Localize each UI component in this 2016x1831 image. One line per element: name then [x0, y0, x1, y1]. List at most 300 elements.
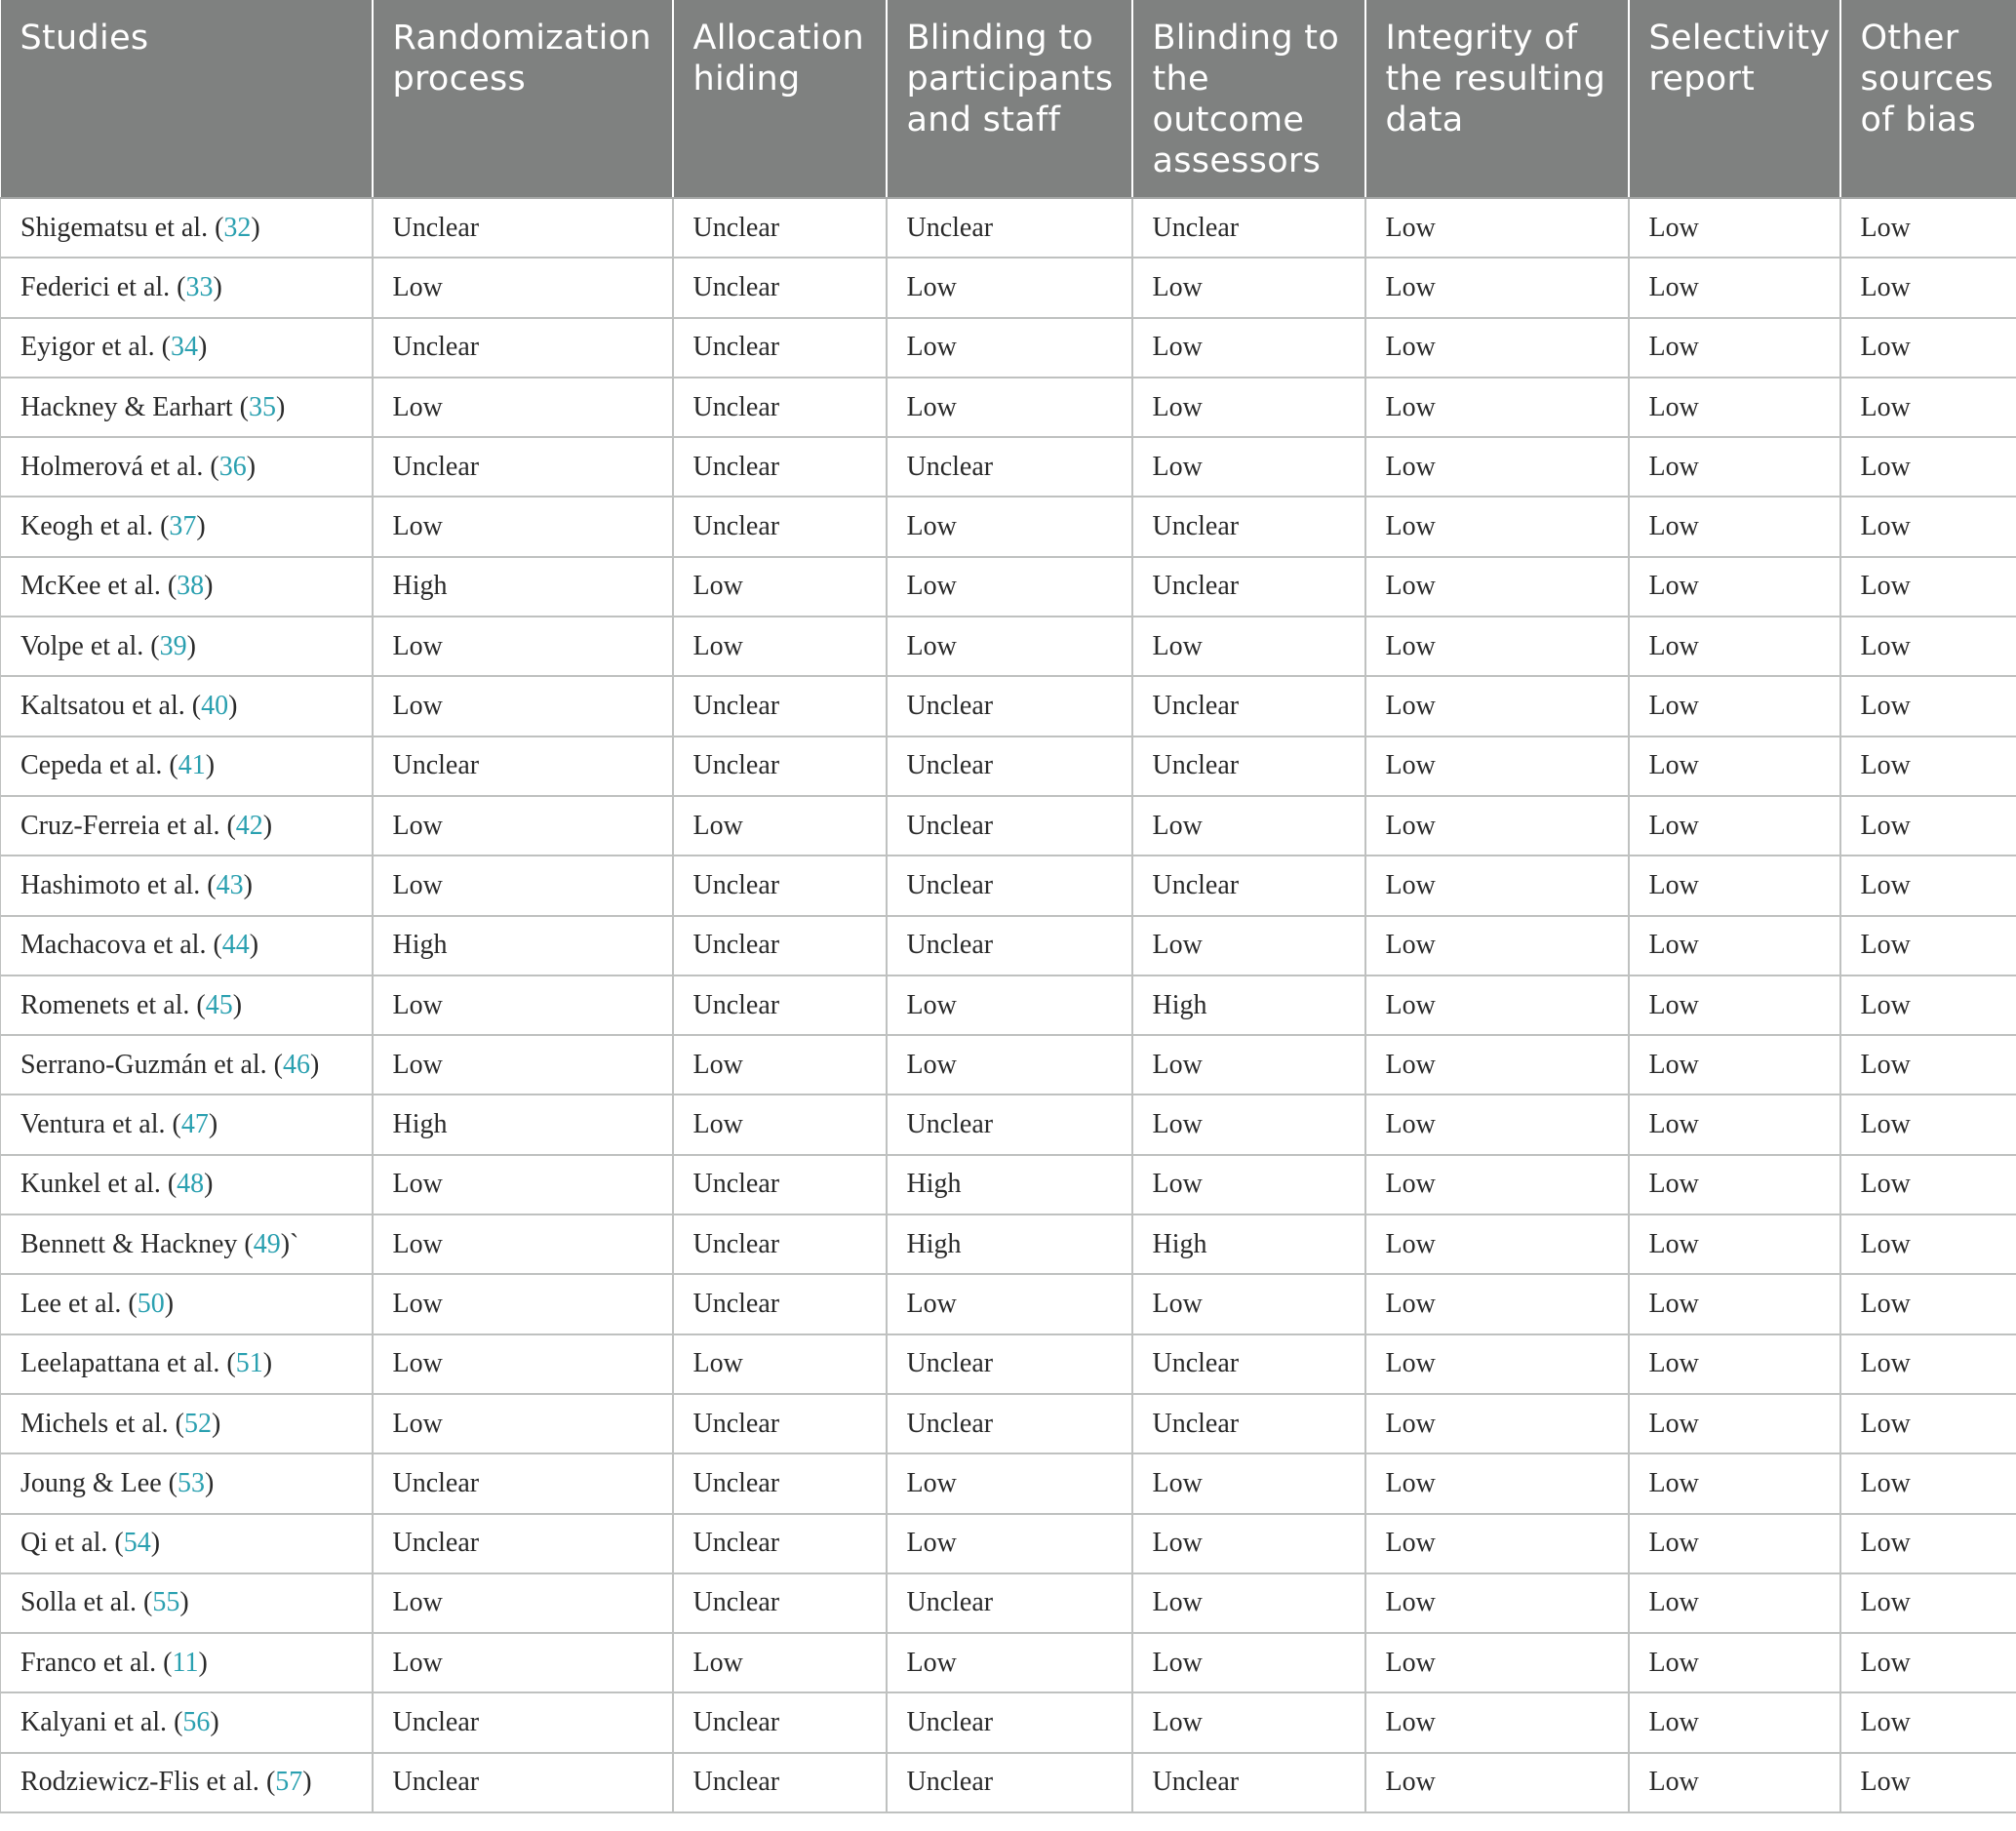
rating-cell: Low	[1840, 1633, 2016, 1692]
rating-cell: Low	[1629, 1514, 1840, 1573]
rating-cell: Low	[1132, 916, 1365, 975]
rating-cell: Low	[1365, 557, 1629, 617]
rating-cell: Low	[1132, 1573, 1365, 1633]
rating-cell: Low	[1365, 916, 1629, 975]
rating-cell: Unclear	[373, 437, 673, 497]
rating-cell: High	[1132, 975, 1365, 1035]
rating-cell: Unclear	[373, 736, 673, 796]
rating-cell: Low	[1365, 975, 1629, 1035]
table-row	[1, 1334, 2016, 1394]
rating-cell: Low	[1840, 1514, 2016, 1573]
rating-cell: Low	[373, 1214, 673, 1274]
rating-cell: Low	[373, 497, 673, 556]
reference-link[interactable]: 42	[235, 810, 263, 841]
rating-cell: Unclear	[887, 1394, 1132, 1453]
table-row	[1, 1214, 2016, 1274]
study-cell: Michels et al. (52)	[1, 1394, 373, 1453]
study-cell: Shigematsu et al. (32)	[1, 198, 373, 258]
rating-cell: Low	[1840, 1035, 2016, 1095]
rating-cell: High	[373, 1095, 673, 1154]
reference-link[interactable]: 37	[169, 511, 197, 542]
rating-cell: Unclear	[673, 198, 887, 258]
rating-cell: Low	[373, 617, 673, 676]
rating-cell: Low	[1840, 1573, 2016, 1633]
rating-cell: Low	[887, 378, 1132, 437]
reference-link[interactable]: 57	[275, 1767, 303, 1798]
header-row	[1, 0, 2016, 198]
study-name: Volpe et al.	[20, 630, 144, 661]
study-cell: Kalyani et al. (56)	[1, 1692, 373, 1752]
study-cell: Bennett & Hackney (49)`	[1, 1214, 373, 1274]
rating-cell: Low	[1629, 676, 1840, 736]
rating-cell: Unclear	[673, 1155, 887, 1214]
rating-cell: Low	[373, 975, 673, 1035]
reference-link[interactable]: 39	[159, 630, 187, 661]
rating-cell: Low	[1840, 975, 2016, 1035]
rating-cell: Unclear	[1132, 736, 1365, 796]
rating-cell: Unclear	[373, 318, 673, 378]
study-name: Cepeda et al.	[20, 750, 163, 781]
rating-cell: Low	[673, 617, 887, 676]
rating-cell: Low	[1840, 1334, 2016, 1394]
rating-cell: Low	[373, 676, 673, 736]
rating-cell: Low	[1629, 1095, 1840, 1154]
table-row	[1, 1394, 2016, 1453]
rating-cell: Low	[1840, 378, 2016, 437]
rating-cell: Unclear	[673, 1692, 887, 1752]
reference-link[interactable]: 48	[177, 1169, 205, 1200]
header-other-sources-of-bias: Other sources of bias	[1840, 0, 2016, 198]
rating-cell: Unclear	[887, 1334, 1132, 1394]
rating-cell: Low	[1629, 1334, 1840, 1394]
header-allocation-hiding: Allocation hiding	[673, 0, 887, 198]
table-row	[1, 617, 2016, 676]
rating-cell: High	[887, 1214, 1132, 1274]
table-row	[1, 437, 2016, 497]
table-row	[1, 1633, 2016, 1692]
rating-cell: Unclear	[1132, 676, 1365, 736]
rating-cell: Low	[1629, 557, 1840, 617]
rating-cell: Low	[373, 1274, 673, 1333]
rating-cell: Low	[373, 1334, 673, 1394]
rating-cell: Low	[673, 1035, 887, 1095]
rating-cell: Low	[1840, 916, 2016, 975]
rating-cell: Low	[887, 975, 1132, 1035]
rating-cell: High	[373, 916, 673, 975]
rating-cell: Unclear	[373, 1514, 673, 1573]
rating-cell: Low	[1132, 1633, 1365, 1692]
rating-cell: Low	[1840, 1394, 2016, 1453]
rating-cell: Low	[1365, 258, 1629, 317]
rating-cell: Low	[1365, 497, 1629, 556]
rating-cell: Low	[1365, 1274, 1629, 1333]
rating-cell: Low	[1840, 557, 2016, 617]
rating-cell: Unclear	[1132, 198, 1365, 258]
rating-cell: Low	[673, 557, 887, 617]
header-studies: Studies	[1, 0, 373, 198]
study-name: Leelapattana et al.	[20, 1348, 220, 1379]
rating-cell: Low	[1132, 1155, 1365, 1214]
rating-cell: Low	[1629, 1394, 1840, 1453]
table-body	[1, 198, 2016, 1812]
table-row	[1, 916, 2016, 975]
rating-cell: Low	[1629, 497, 1840, 556]
reference-link[interactable]: 51	[235, 1348, 263, 1379]
rating-cell: Unclear	[673, 1453, 887, 1513]
study-cell: McKee et al. (38)	[1, 557, 373, 617]
study-name: Kaltsatou et al.	[20, 691, 185, 722]
rating-cell: Low	[1365, 1633, 1629, 1692]
rating-cell: Low	[1629, 1274, 1840, 1333]
rating-cell: Unclear	[1132, 1394, 1365, 1453]
rating-cell: Unclear	[887, 916, 1132, 975]
rating-cell: Unclear	[673, 378, 887, 437]
rating-cell: Unclear	[373, 1753, 673, 1812]
reference-link[interactable]: 32	[223, 212, 252, 243]
rating-cell: Unclear	[673, 497, 887, 556]
rating-cell: Low	[887, 1453, 1132, 1513]
study-name: Ventura et al.	[20, 1109, 166, 1140]
rating-cell: Low	[1365, 1095, 1629, 1154]
rating-cell: Low	[673, 1334, 887, 1394]
rating-cell: Unclear	[887, 856, 1132, 915]
rating-cell: Low	[1365, 1753, 1629, 1812]
study-name: Qi et al.	[20, 1528, 108, 1559]
rating-cell: Low	[887, 1633, 1132, 1692]
study-name: Kalyani et al.	[20, 1707, 168, 1738]
table-row	[1, 1692, 2016, 1752]
reference-link[interactable]: 45	[205, 989, 233, 1020]
rating-cell: Low	[1840, 1095, 2016, 1154]
rating-cell: Unclear	[673, 856, 887, 915]
reference-link[interactable]: 54	[123, 1528, 151, 1559]
rating-cell: Low	[1365, 617, 1629, 676]
rating-cell: Low	[1840, 198, 2016, 258]
rating-cell: Low	[1629, 1753, 1840, 1812]
rating-cell: Low	[373, 1573, 673, 1633]
rating-cell: Low	[1365, 1214, 1629, 1274]
rating-cell: Low	[1132, 1514, 1365, 1573]
study-cell: Franco et al. (11)	[1, 1633, 373, 1692]
rating-cell: Low	[1840, 856, 2016, 915]
reference-link[interactable]: 52	[183, 1408, 212, 1439]
table-row	[1, 378, 2016, 437]
study-name: Rodziewicz-Flis et al.	[20, 1767, 259, 1798]
rating-cell: Low	[1629, 1155, 1840, 1214]
reference-link[interactable]: 36	[218, 451, 247, 482]
rating-cell: Unclear	[673, 916, 887, 975]
rating-cell: Low	[1840, 1155, 2016, 1214]
rating-cell: Low	[1132, 437, 1365, 497]
reference-link[interactable]: 56	[182, 1707, 211, 1738]
rating-cell: Low	[1365, 1453, 1629, 1513]
reference-link[interactable]: 33	[185, 271, 214, 302]
table-row	[1, 736, 2016, 796]
table-row	[1, 676, 2016, 736]
rating-cell: Low	[1629, 437, 1840, 497]
rating-cell: Low	[673, 1095, 887, 1154]
rating-cell: Unclear	[1132, 1334, 1365, 1394]
study-cell: Keogh et al. (37)	[1, 497, 373, 556]
rating-cell: Unclear	[1132, 856, 1365, 915]
rating-cell: Low	[887, 1035, 1132, 1095]
rating-cell: Low	[887, 258, 1132, 317]
rating-cell: Unclear	[673, 736, 887, 796]
table-row	[1, 1514, 2016, 1573]
study-name: Machacova et al.	[20, 930, 207, 961]
rating-cell: Low	[1132, 796, 1365, 856]
rating-cell: Unclear	[373, 1453, 673, 1513]
rating-cell: Low	[373, 1633, 673, 1692]
rating-cell: Low	[1629, 318, 1840, 378]
rating-cell: Low	[1132, 1035, 1365, 1095]
rating-cell: Low	[1629, 736, 1840, 796]
rating-cell: Low	[1840, 1214, 2016, 1274]
table-row	[1, 198, 2016, 258]
reference-link[interactable]: 53	[177, 1467, 205, 1498]
study-cell: Eyigor et al. (34)	[1, 318, 373, 378]
study-name: Eyigor et al.	[20, 332, 155, 363]
rating-cell: Unclear	[887, 198, 1132, 258]
reference-link[interactable]: 44	[221, 930, 250, 961]
study-cell: Machacova et al. (44)	[1, 916, 373, 975]
header-randomization-process: Randomization process	[373, 0, 673, 198]
rating-cell: Low	[887, 497, 1132, 556]
reference-link[interactable]: 46	[283, 1049, 310, 1080]
table-row	[1, 1035, 2016, 1095]
rating-cell: Low	[1629, 975, 1840, 1035]
rating-cell: Unclear	[373, 198, 673, 258]
rating-cell: Low	[1132, 378, 1365, 437]
header-blinding-participants-staff: Blinding to participants and staff	[887, 0, 1132, 198]
rating-cell: Unclear	[887, 1573, 1132, 1633]
rating-cell: Unclear	[887, 1753, 1132, 1812]
study-name: Lee et al.	[20, 1288, 122, 1319]
reference-link[interactable]: 35	[249, 391, 276, 422]
rating-cell: Low	[1132, 1453, 1365, 1513]
study-name: Holmerová et al.	[20, 451, 204, 482]
rating-cell: Low	[1629, 916, 1840, 975]
study-cell: Qi et al. (54)	[1, 1514, 373, 1573]
table-row	[1, 796, 2016, 856]
table-row	[1, 557, 2016, 617]
rating-cell: Low	[1629, 796, 1840, 856]
rating-cell: Low	[373, 856, 673, 915]
rating-cell: Low	[887, 1274, 1132, 1333]
rating-cell: Unclear	[1132, 557, 1365, 617]
rating-cell: Unclear	[673, 1394, 887, 1453]
rating-cell: Low	[1629, 856, 1840, 915]
reference-link[interactable]: 50	[137, 1288, 165, 1319]
rating-cell: Low	[887, 557, 1132, 617]
rating-cell: Low	[887, 1514, 1132, 1573]
rating-cell: Low	[373, 378, 673, 437]
rating-cell: Unclear	[887, 1095, 1132, 1154]
rating-cell: Low	[1840, 736, 2016, 796]
study-cell: Volpe et al. (39)	[1, 617, 373, 676]
study-cell: Serrano-Guzmán et al. (46)	[1, 1035, 373, 1095]
rating-cell: Low	[1132, 617, 1365, 676]
rating-cell: Low	[373, 796, 673, 856]
rating-cell: Low	[373, 1394, 673, 1453]
rating-cell: Low	[887, 318, 1132, 378]
reference-link[interactable]: 40	[201, 691, 229, 722]
rating-cell: Low	[1365, 1155, 1629, 1214]
header-selectivity-report: Selectivity report	[1629, 0, 1840, 198]
rating-cell: Low	[1840, 617, 2016, 676]
rating-cell: Unclear	[673, 258, 887, 317]
rating-cell: Low	[1629, 258, 1840, 317]
rating-cell: Low	[1840, 1453, 2016, 1513]
rating-cell: High	[1132, 1214, 1365, 1274]
reference-link[interactable]: 11	[172, 1647, 199, 1678]
study-name: Solla et al.	[20, 1587, 137, 1618]
rating-cell: Low	[1629, 1453, 1840, 1513]
table-row	[1, 1573, 2016, 1633]
reference-link[interactable]: 49	[253, 1228, 281, 1259]
study-cell: Kaltsatou et al. (40)	[1, 676, 373, 736]
rating-cell: Unclear	[887, 676, 1132, 736]
rating-cell: High	[373, 557, 673, 617]
study-cell: Kunkel et al. (48)	[1, 1155, 373, 1214]
study-cell: Ventura et al. (47)	[1, 1095, 373, 1154]
rating-cell: Unclear	[887, 1692, 1132, 1752]
rating-cell: Unclear	[1132, 1753, 1365, 1812]
rating-cell: Low	[1629, 617, 1840, 676]
rating-cell: Low	[1132, 1095, 1365, 1154]
rating-cell: Low	[1365, 1334, 1629, 1394]
study-cell: Hackney & Earhart (35)	[1, 378, 373, 437]
study-cell: Cepeda et al. (41)	[1, 736, 373, 796]
rating-cell: Low	[1365, 198, 1629, 258]
rating-cell: Unclear	[1132, 497, 1365, 556]
rating-cell: Low	[1629, 1692, 1840, 1752]
rating-cell: Low	[673, 796, 887, 856]
rating-cell: Low	[1840, 1692, 2016, 1752]
study-suffix: `	[290, 1228, 299, 1259]
study-cell: Hashimoto et al. (43)	[1, 856, 373, 915]
reference-link[interactable]: 34	[170, 332, 198, 363]
rating-cell: Low	[1365, 676, 1629, 736]
rating-cell: Unclear	[373, 1692, 673, 1752]
rating-cell: Low	[1365, 736, 1629, 796]
rating-cell: Low	[887, 617, 1132, 676]
header-integrity-resulting-data: Integrity of the resulting data	[1365, 0, 1629, 198]
rating-cell: Low	[1629, 1633, 1840, 1692]
rating-cell: Low	[1365, 1394, 1629, 1453]
rating-cell: Low	[1365, 1514, 1629, 1573]
rating-cell: Low	[1132, 318, 1365, 378]
rating-cell: Low	[373, 1035, 673, 1095]
study-cell: Rodziewicz-Flis et al. (57)	[1, 1753, 373, 1812]
rating-cell: Unclear	[673, 437, 887, 497]
table-row	[1, 1095, 2016, 1154]
table-row	[1, 1753, 2016, 1812]
study-name: Federici et al.	[20, 271, 171, 302]
rating-cell: Low	[1840, 497, 2016, 556]
table-row	[1, 1453, 2016, 1513]
rating-cell: Low	[1132, 1692, 1365, 1752]
study-cell: Leelapattana et al. (51)	[1, 1334, 373, 1394]
reference-link[interactable]: 41	[178, 750, 206, 781]
rating-cell: Unclear	[673, 1214, 887, 1274]
study-cell: Romenets et al. (45)	[1, 975, 373, 1035]
reference-link[interactable]: 55	[152, 1587, 180, 1618]
study-name: Hashimoto et al.	[20, 869, 201, 900]
study-cell: Federici et al. (33)	[1, 258, 373, 317]
table-row	[1, 975, 2016, 1035]
rating-cell: Low	[1132, 1274, 1365, 1333]
table-row	[1, 318, 2016, 378]
rating-cell: Low	[1629, 1035, 1840, 1095]
rating-cell: Unclear	[673, 975, 887, 1035]
study-name: Michels et al.	[20, 1408, 169, 1439]
table-row	[1, 1155, 2016, 1214]
rating-cell: Unclear	[673, 1573, 887, 1633]
reference-link[interactable]: 38	[177, 571, 205, 602]
rating-cell: Low	[1629, 1573, 1840, 1633]
rating-cell: Low	[1840, 258, 2016, 317]
rating-cell: Unclear	[887, 437, 1132, 497]
study-cell: Lee et al. (50)	[1, 1274, 373, 1333]
study-name: Shigematsu et al.	[20, 212, 209, 243]
study-name: Cruz-Ferreia et al.	[20, 810, 220, 841]
rating-cell: Low	[1365, 437, 1629, 497]
study-name: Bennett & Hackney	[20, 1228, 238, 1259]
rating-cell: Unclear	[673, 676, 887, 736]
rating-cell: Low	[1840, 318, 2016, 378]
study-name: Romenets et al.	[20, 989, 190, 1020]
rating-cell: Low	[1840, 1753, 2016, 1812]
rating-cell: Low	[1365, 1692, 1629, 1752]
rating-cell: Unclear	[673, 1753, 887, 1812]
study-cell: Solla et al. (55)	[1, 1573, 373, 1633]
study-cell: Joung & Lee (53)	[1, 1453, 373, 1513]
rating-cell: Unclear	[673, 1274, 887, 1333]
rating-cell: Low	[1365, 1035, 1629, 1095]
rating-cell: Low	[1629, 198, 1840, 258]
rating-cell: Low	[1365, 856, 1629, 915]
table-row	[1, 497, 2016, 556]
rating-cell: Low	[1365, 796, 1629, 856]
study-name: Hackney & Earhart	[20, 391, 233, 422]
rating-cell: Low	[1840, 1274, 2016, 1333]
rating-cell: Low	[1629, 1214, 1840, 1274]
rating-cell: High	[887, 1155, 1132, 1214]
rating-cell: Low	[1840, 676, 2016, 736]
reference-link[interactable]: 43	[216, 869, 244, 900]
rating-cell: Low	[1365, 378, 1629, 437]
rating-cell: Low	[1365, 1573, 1629, 1633]
study-name: McKee et al.	[20, 571, 161, 602]
rating-cell: Unclear	[673, 318, 887, 378]
table-row	[1, 1274, 2016, 1333]
rating-cell: Low	[373, 1155, 673, 1214]
reference-link[interactable]: 47	[180, 1109, 209, 1140]
header-blinding-outcome-assessors: Blinding to the outcome assessors	[1132, 0, 1365, 198]
study-name: Joung & Lee	[20, 1467, 162, 1498]
rating-cell: Low	[1132, 258, 1365, 317]
study-name: Serrano-Guzmán et al.	[20, 1049, 267, 1080]
study-cell: Cruz-Ferreia et al. (42)	[1, 796, 373, 856]
rating-cell: Low	[1629, 378, 1840, 437]
rating-cell: Low	[1840, 437, 2016, 497]
rating-cell: Unclear	[887, 796, 1132, 856]
study-name: Kunkel et al.	[20, 1169, 161, 1200]
rating-cell: Low	[1365, 318, 1629, 378]
rating-cell: Unclear	[673, 1514, 887, 1573]
rating-cell: Unclear	[887, 736, 1132, 796]
